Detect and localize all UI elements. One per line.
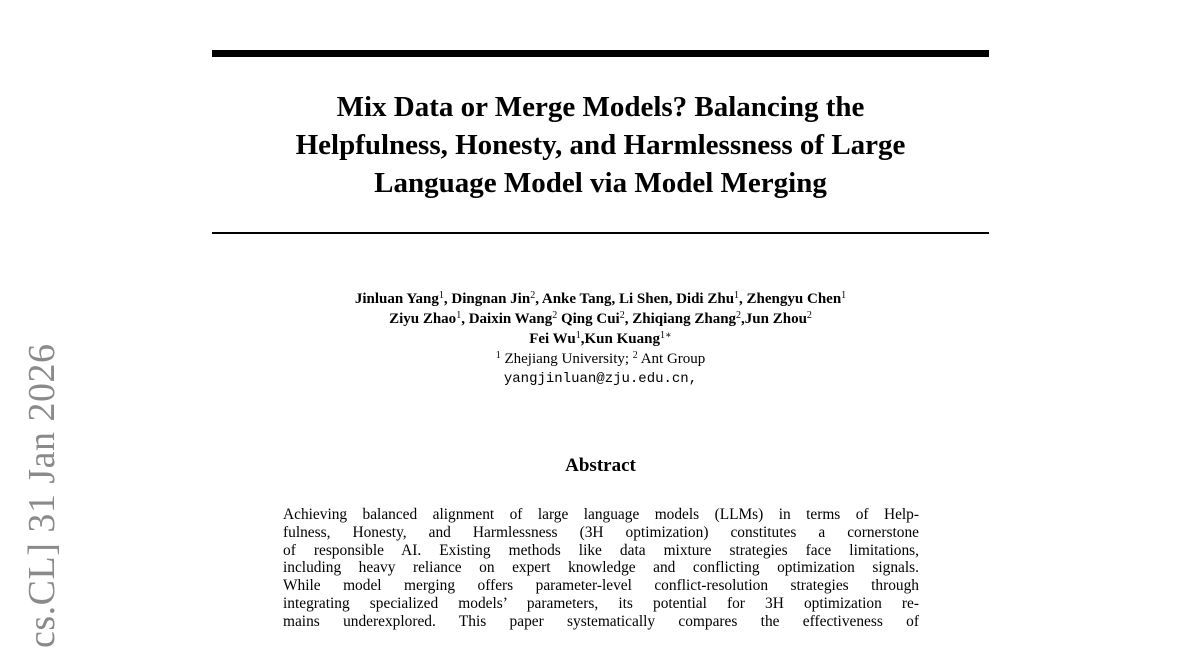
affiliation-mark: 2 [530,290,536,301]
abstract-body [283,506,919,631]
author-line [212,329,989,349]
author-email: yangjinluan@zju.edu.cn, [503,371,698,387]
author-name: , Zhengyu Chen [739,291,842,307]
abstract-line: fulness, Honesty, and Harmlessness (3H optimization) constitutes a cornerstone [283,523,919,541]
title-top-rule [212,50,989,57]
abstract-line: While model merging offers parameter-level conflict-resolution strategies through [283,577,919,595]
abstract-line: including heavy reliance on expert knowledge and conflicting optimization signals. [283,559,919,577]
affiliation-mark: 2 [736,310,742,321]
affiliation-mark: 1 [841,290,847,301]
author-name: Jinluan Yang [354,291,439,307]
abstract-line: of responsible AI. Existing methods like data mixture strategies face limitations, [283,541,919,559]
affiliation-mark: 2 [632,350,638,361]
affiliation-text: Ant Group [637,351,706,367]
affiliation-line [212,349,989,369]
title-bottom-rule [212,232,989,234]
author-name: ,Kun Kuang [580,331,660,347]
author-name: , Anke Tang, Li Shen, Didi Zhu [535,291,735,307]
title-line: Language Model via Model Merging [374,167,827,199]
affiliation-mark: 1∗ [659,330,672,341]
abstract-line: integrating specialized models’ parameters, its potential for 3H optimization re- [283,594,919,612]
author-line [212,309,989,329]
author-name: Qing Cui [557,311,620,327]
affiliation-mark: 2 [806,310,812,321]
author-name: Fei Wu [529,331,576,347]
author-block [212,289,989,389]
affiliation-mark: 1 [734,290,740,301]
affiliation-text: Zhejiang University; [500,351,633,367]
abstract-line: Achieving balanced alignment of large language models (LLMs) in terms of Help- [283,506,919,523]
author-name: ,Jun Zhou [741,311,807,327]
affiliation-mark: 1 [438,290,444,301]
author-name: , Daixin Wang [461,311,553,327]
title-line: Helpfulness, Honesty, and Harmlessness of Large [295,129,906,161]
author-name: , Dingnan Jin [443,291,531,307]
affiliation-mark: 2 [619,310,625,321]
affiliation-mark: 2 [552,310,558,321]
affiliation-mark: 1 [495,350,501,361]
affiliation-mark: 1 [575,330,581,341]
author-name: , Zhiqiang Zhang [624,311,737,327]
paper-title [212,88,989,202]
abstract-line: mains underexplored. This paper systematically compares the effectiveness of [283,612,919,630]
author-line [212,289,989,309]
affiliation-mark: 1 [456,310,462,321]
author-name: Ziyu Zhao [389,311,457,327]
title-line: Mix Data or Merge Models? Balancing the [336,91,865,123]
abstract-heading: Abstract [565,455,636,476]
arxiv-side-stamp: cs.CL] 31 Jan 2026 [21,343,63,648]
